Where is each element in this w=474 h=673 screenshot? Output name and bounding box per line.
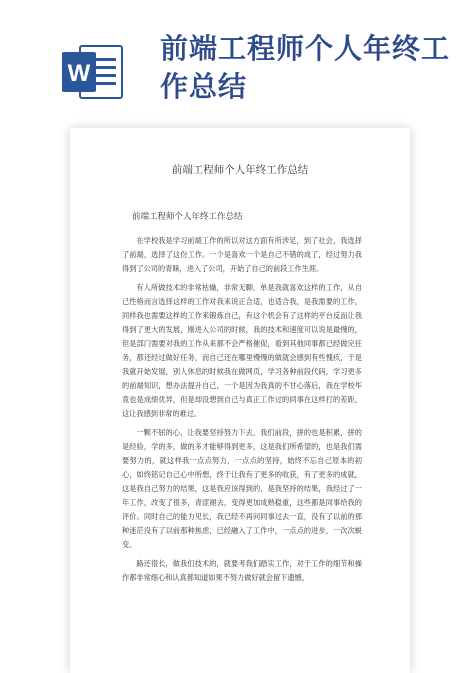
paragraph: 在学校我是学习前端工作的所以对这方面有所涉足，到了社会，我选择了前端，选择了这份工作。一个是喜欢一个是自己不错的成了，经过努力我得到了公司的青睐，进入了公司，开始了自己的前段工作生涯。 (122, 236, 362, 273)
document-heading: 前端工程师个人年终工作总结 (171, 164, 309, 176)
page-title: 前端工程师个人年终工作总结 (160, 32, 451, 103)
document-body (122, 234, 362, 590)
document-subtitle: 前端工程师个人年终工作总结 (132, 212, 243, 222)
paragraph: 有人所做技术的非常枯燥，非常无聊，单是我就喜欢这样的工作，从自己性格而言选择这样的工作对我来说正合适，也适合我，是我需要的工作，同样我也需要这样的工作来锻炼自己，有这个机会有了这样的平台反而让我得到了更大的发展，刚进入公司的时候，我的技术和速度可以说是最慢的，但是部门需要对我的工作从来都不会严格催促，看到其他同事都已经做完任务，都还经过做好任务，而自己还在哪里慢慢的做就会感到有些愧疚，于是我就开始发展，别人休息的时候我在做网页，学习各种前段代码，学习更多的前端知识，想办法提升自己，一个是因为我真的不甘心落后，我在学校毕竟也是成绩优异，但是却没想到自己与真正工作过的同事在这样打的差距，这让我感到非常的难过。 (122, 283, 362, 418)
document-page (70, 128, 410, 673)
word-document-icon (58, 38, 126, 106)
paragraph: 路还很长，做我们技术的，就要考我们踏实工作，对于工作的细节和操作都非常细心和认真都知道如果不努力做好就会留下遗憾， (122, 559, 362, 582)
word-icon-letter: W (67, 60, 91, 87)
header-banner (0, 0, 474, 130)
paragraph: 一颗不屈的心，让我要坚持努力下去，我们前段，拼的也是积累，拼的是经验，学的多，做的多才能够得到更多，这是我们所希望的，也是我们需要努力的，就这样我一点点努力，一点点的坚持，始终不忘自己原本的初心，如终铭记自己心中所想，终于让我有了更多的收获，有了更多的成就，这是我自己努力的结果，这是我应该得到的，是我坚持的结果，我经过了一年工作，改变了很多，青涩褪去，变得更加成熟稳重，这些都是同事给我的评价。同时自己的能力见长，我已经不再问同事过去一直，没有了以前的那种迷茫没有了以前那种焦虑，已经融入了工作中，一点点的进步，一次次蜕变。 (122, 428, 362, 549)
